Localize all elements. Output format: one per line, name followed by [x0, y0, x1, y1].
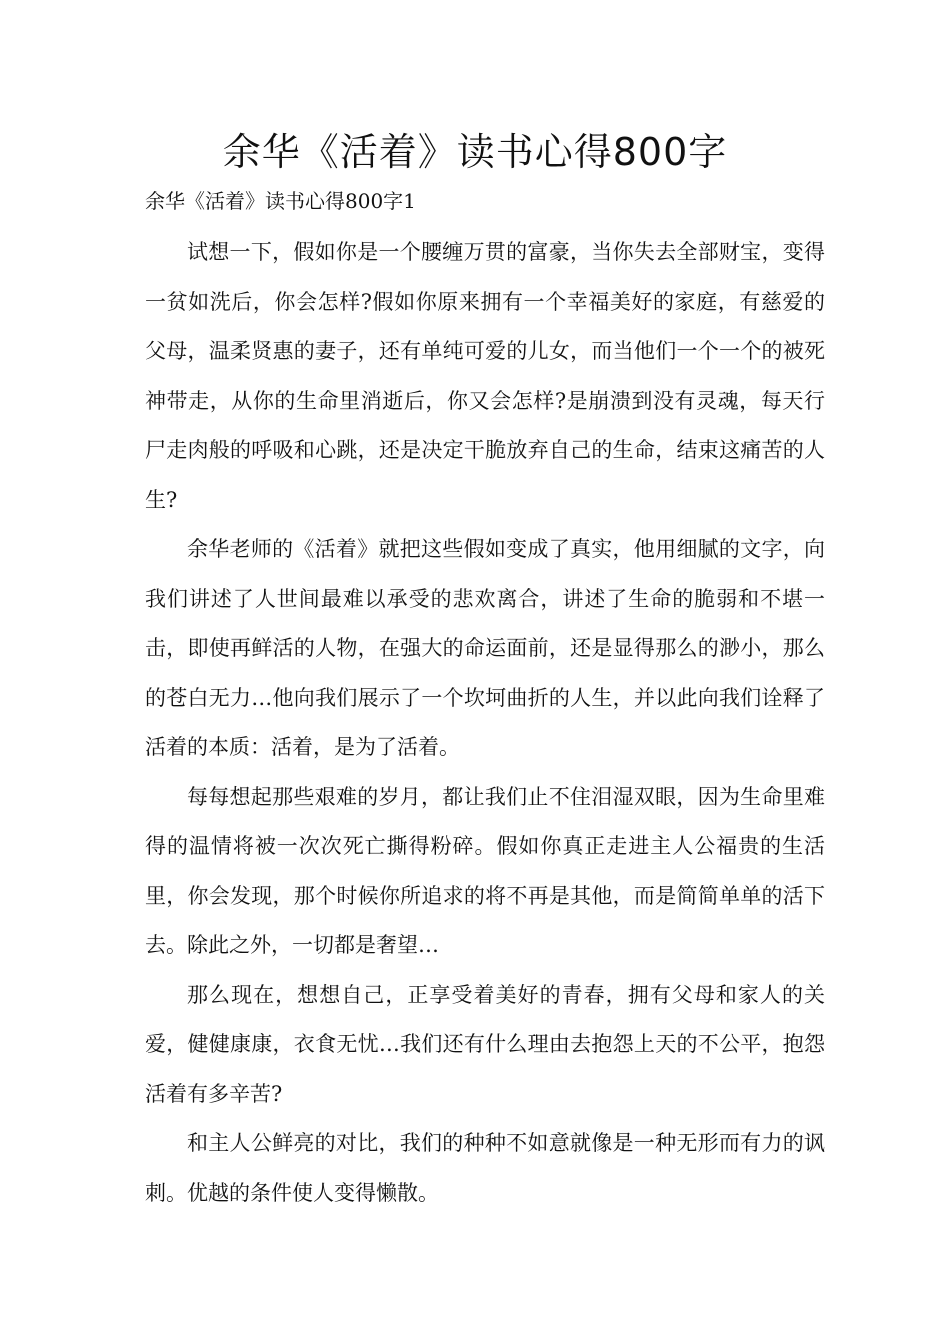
- document-title: 余华《活着》读书心得800字: [222, 130, 728, 174]
- paragraph-4: 那么现在，想想自己，正享受着美好的青春，拥有父母和家人的关爱，健健康康，衣食无忧…我们还有什么理由去抱怨上天的不公平，抱怨活着有多辛苦?: [145, 982, 825, 1106]
- paragraph-2: 余华老师的《活着》就把这些假如变成了真实，他用细腻的文字，向我们讲述了人世间最难以承受的悲欢离合，讲述了生命的脆弱和不堪一击，即使再鲜活的人物，在强大的命运面前，还是显得那么的渺小，那么的苍白无力…他向我们展示了一个坎坷曲折的人生，并以此向我们诠释了活着的本质：活着，是为了活着。: [145, 537, 825, 759]
- paragraph-3: 每每想起那些艰难的岁月，都让我们止不住泪湿双眼，因为生命里难得的温情将被一次次死亡撕得粉碎。假如你真正走进主人公福贵的生活里，你会发现，那个时候你所追求的将不再是其他，而是简简单单的活下去。除此之外，一切都是奢望…: [145, 784, 825, 957]
- section-heading: 余华《活着》读书心得800字1: [145, 189, 416, 213]
- document-body: [145, 228, 825, 1218]
- paragraph-5: 和主人公鲜亮的对比，我们的种种不如意就像是一种无形而有力的讽刺。优越的条件使人变得懒散。: [145, 1131, 825, 1205]
- paragraph-1: 试想一下，假如你是一个腰缠万贯的富豪，当你失去全部财宝，变得一贫如洗后，你会怎样?假如你原来拥有一个幸福美好的家庭，有慈爱的父母，温柔贤惠的妻子，还有单纯可爱的儿女，而当他们一个一个的被死神带走，从你的生命里消逝后，你又会怎样?是崩溃到没有灵魂，每天行尸走肉般的呼吸和心跳，还是决定干脆放弃自己的生命，结束这痛苦的人生?: [145, 240, 825, 512]
